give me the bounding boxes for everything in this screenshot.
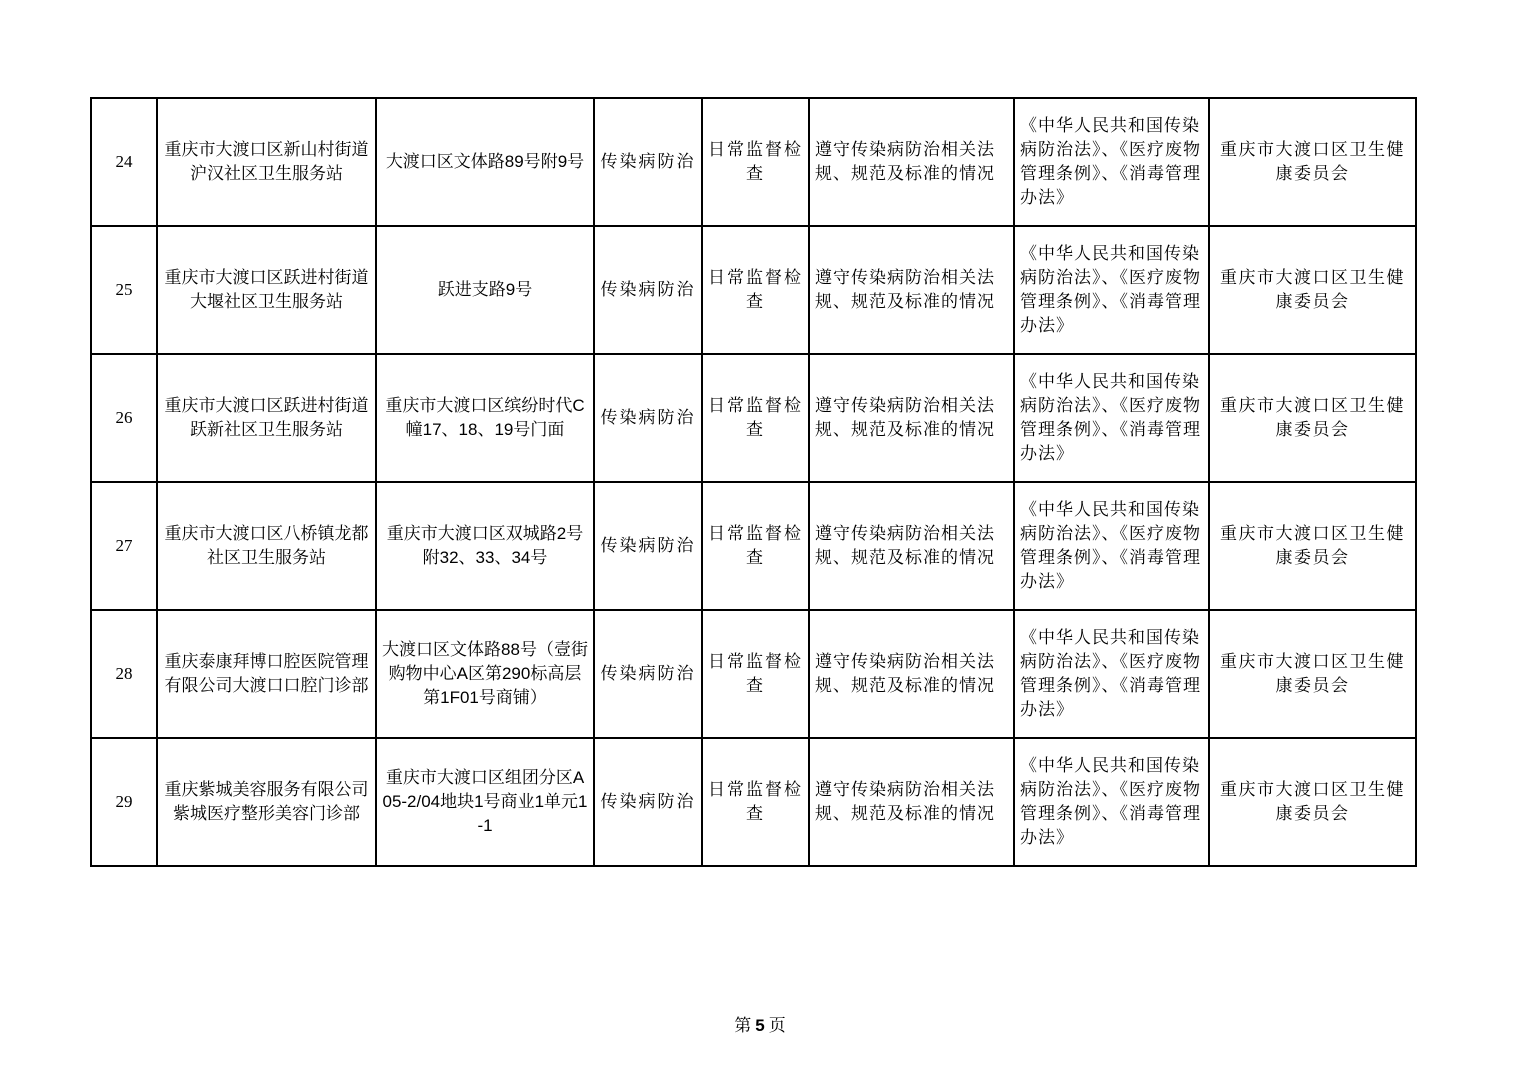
- table-row: [91, 98, 1416, 226]
- category-cell: 传染病防治: [594, 610, 702, 738]
- inspection-method-cell: 日常监督检查: [702, 482, 809, 610]
- table-body: [91, 98, 1416, 866]
- department-cell: 重庆市大渡口区卫生健康委员会: [1209, 226, 1416, 354]
- page-prefix: 第: [734, 1016, 752, 1036]
- row-number-cell: 29: [91, 738, 157, 866]
- inspection-method-cell: 日常监督检查: [702, 226, 809, 354]
- inspection-method-cell: 日常监督检查: [702, 610, 809, 738]
- organization-name-cell: 重庆泰康拜博口腔医院管理有限公司大渡口口腔门诊部: [157, 610, 376, 738]
- legal-basis-cell: 《中华人民共和国传染病防治法》、《医疗废物管理条例》、《消毒管理办法》: [1014, 226, 1209, 354]
- inspection-content-cell: 遵守传染病防治相关法规、规范及标准的情况: [809, 610, 1014, 738]
- address-cell: 跃进支路9号: [376, 226, 594, 354]
- legal-basis-cell: 《中华人民共和国传染病防治法》、《医疗废物管理条例》、《消毒管理办法》: [1014, 610, 1209, 738]
- page-suffix: 页: [768, 1016, 786, 1036]
- department-cell: 重庆市大渡口区卫生健康委员会: [1209, 98, 1416, 226]
- inspection-method-cell: 日常监督检查: [702, 98, 809, 226]
- legal-basis-cell: 《中华人民共和国传染病防治法》、《医疗废物管理条例》、《消毒管理办法》: [1014, 738, 1209, 866]
- category-cell: 传染病防治: [594, 98, 702, 226]
- address-cell: 重庆市大渡口区组团分区A05-2/04地块1号商业1单元1-1: [376, 738, 594, 866]
- organization-name-cell: 重庆紫城美容服务有限公司紫城医疗整形美容门诊部: [157, 738, 376, 866]
- inspection-content-cell: 遵守传染病防治相关法规、规范及标准的情况: [809, 354, 1014, 482]
- department-cell: 重庆市大渡口区卫生健康委员会: [1209, 354, 1416, 482]
- page-footer: [0, 1011, 1520, 1036]
- legal-basis-cell: 《中华人民共和国传染病防治法》、《医疗废物管理条例》、《消毒管理办法》: [1014, 98, 1209, 226]
- address-cell: 大渡口区文体路88号（壹街购物中心A区第290标高层第1F01号商铺）: [376, 610, 594, 738]
- inspection-table: [90, 97, 1417, 867]
- row-number-cell: 24: [91, 98, 157, 226]
- inspection-content-cell: 遵守传染病防治相关法规、规范及标准的情况: [809, 482, 1014, 610]
- category-cell: 传染病防治: [594, 738, 702, 866]
- row-number-cell: 26: [91, 354, 157, 482]
- address-cell: 重庆市大渡口区缤纷时代C幢17、18、19号门面: [376, 354, 594, 482]
- row-number-cell: 28: [91, 610, 157, 738]
- row-number-cell: 25: [91, 226, 157, 354]
- category-cell: 传染病防治: [594, 226, 702, 354]
- address-cell: 重庆市大渡口区双城路2号附32、33、34号: [376, 482, 594, 610]
- table-row: [91, 610, 1416, 738]
- organization-name-cell: 重庆市大渡口区跃进村街道大堰社区卫生服务站: [157, 226, 376, 354]
- category-cell: 传染病防治: [594, 354, 702, 482]
- page-number: 5: [755, 1016, 765, 1035]
- organization-name-cell: 重庆市大渡口区新山村街道沪汉社区卫生服务站: [157, 98, 376, 226]
- inspection-method-cell: 日常监督检查: [702, 354, 809, 482]
- inspection-content-cell: 遵守传染病防治相关法规、规范及标准的情况: [809, 98, 1014, 226]
- legal-basis-cell: 《中华人民共和国传染病防治法》、《医疗废物管理条例》、《消毒管理办法》: [1014, 354, 1209, 482]
- inspection-content-cell: 遵守传染病防治相关法规、规范及标准的情况: [809, 226, 1014, 354]
- table-row: [91, 354, 1416, 482]
- table-row: [91, 482, 1416, 610]
- legal-basis-cell: 《中华人民共和国传染病防治法》、《医疗废物管理条例》、《消毒管理办法》: [1014, 482, 1209, 610]
- inspection-method-cell: 日常监督检查: [702, 738, 809, 866]
- category-cell: 传染病防治: [594, 482, 702, 610]
- department-cell: 重庆市大渡口区卫生健康委员会: [1209, 610, 1416, 738]
- address-cell: 大渡口区文体路89号附9号: [376, 98, 594, 226]
- organization-name-cell: 重庆市大渡口区八桥镇龙都社区卫生服务站: [157, 482, 376, 610]
- row-number-cell: 27: [91, 482, 157, 610]
- department-cell: 重庆市大渡口区卫生健康委员会: [1209, 738, 1416, 866]
- inspection-content-cell: 遵守传染病防治相关法规、规范及标准的情况: [809, 738, 1014, 866]
- department-cell: 重庆市大渡口区卫生健康委员会: [1209, 482, 1416, 610]
- table-row: [91, 738, 1416, 866]
- organization-name-cell: 重庆市大渡口区跃进村街道跃新社区卫生服务站: [157, 354, 376, 482]
- table-row: [91, 226, 1416, 354]
